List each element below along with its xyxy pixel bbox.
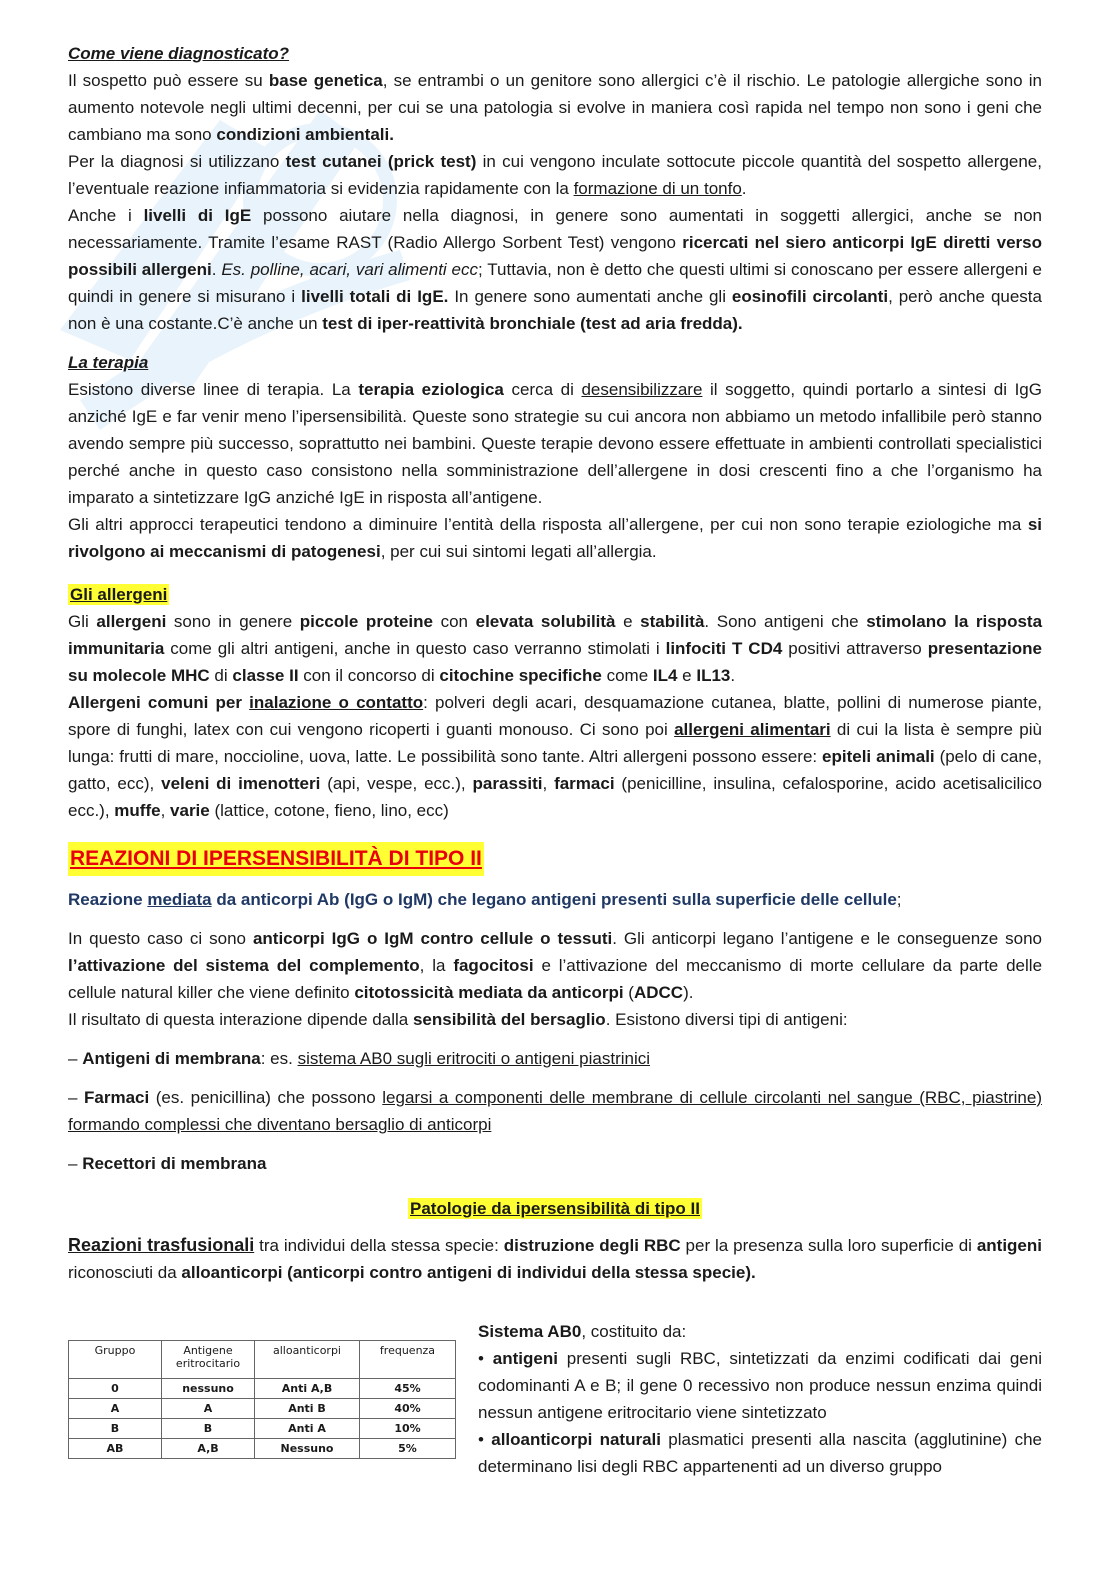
document-page <box>68 40 1042 1286</box>
therapy-paragraph-2: Gli altri approcci terapeutici tendono a diminuire l’entità della risposta all’allergene, per cui non sono terapie eziologiche ma si rivolgono ai meccanismi di patogenesi, per cui sui sintomi legati all’allergia. <box>68 515 1042 561</box>
table-cell: Anti A,B <box>255 1379 360 1399</box>
therapy-heading: La terapia <box>68 353 149 372</box>
table-header-cell: alloanticorpi <box>255 1341 360 1379</box>
table-cell: B <box>162 1419 255 1439</box>
table-cell: A,B <box>162 1439 255 1459</box>
diagnosis-paragraph-3: Anche i livelli di IgE possono aiutare nella diagnosi, in genere sono aumentati in soggetti allergici, anche se non necessariamente. Tramite l’esame RAST (Radio Allergo Sorbent Test) vengono ricercati nel siero anticorpi IgE diretti verso possibili allergeni. Es. polline, acari, vari alimenti ecc; Tuttavia, non è detto che questi ultimi si conoscano per essere allergeni e quindi in genere si misurano i livelli totali di IgE. In genere sono aumentati anche gli eosinofili circolanti, però anche questa non è una costante.C’è anche un test di iper-reattività bronchiale (test ad aria fredda). <box>68 206 1043 333</box>
allergens-paragraph-2: Allergeni comuni per inalazione o contatto: polveri degli acari, desquamazione cutanea, blatte, pollini di numerose piante, spore di funghi, latex con cui vengono ricoperti i guanti monouso. Ci sono poi allergeni alimentari di cui la lista è sempre più lunga: frutti di mare, noccioline, uova, latte. Le possibilità sono tante. Altri allergeni possono essere: epiteli animali (pelo di cane, gatto, ecc), veleni di imenotteri (api, vespe, ecc.), parassiti, farmaci (penicilline, insulina, cefalosporine, acido acetisalicilico ecc.), muffe, varie (lattice, cotone, fieno, lino, ecc) <box>68 693 1043 820</box>
diagnosis-heading: Come viene diagnosticato? <box>68 44 290 63</box>
table-row <box>69 1439 456 1459</box>
ab0-bullet-alloantibodies: • alloanticorpi naturali plasmatici presenti alla nascita (agglutinine) che determinano lisi degli RBC appartenenti ad un diverso gruppo <box>478 1430 1042 1476</box>
table-cell: A <box>162 1399 255 1419</box>
allergens-heading: Gli allergeni <box>70 585 168 604</box>
allergens-paragraph-1: Gli allergeni sono in genere piccole proteine con elevata solubilità e stabilità. Sono antigeni che stimolano la risposta immunitaria come gli altri antigeni, anche in questo caso verranno stimolati i linfociti T CD4 positivi attraverso presentazione su molecole MHC di classe II con il concorso di citochine specifiche come IL4 e IL13. <box>68 612 1043 685</box>
table-cell: 10% <box>360 1419 456 1439</box>
table-header-cell: frequenza <box>360 1341 456 1379</box>
table-cell: 0 <box>69 1379 162 1399</box>
table-cell: Anti A <box>255 1419 360 1439</box>
table-cell: Nessuno <box>255 1439 360 1459</box>
ab0-title: Sistema AB0, costituito da: <box>478 1322 687 1341</box>
diagnosis-paragraph-2: Per la diagnosi si utilizzano test cutanei (prick test) in cui vengono inculate sottocute piccole quantità del sospetto allergene, l’eventuale reazione infiammatoria si evidenzia rapidamente con la formazione di un tonfo. <box>68 152 1042 198</box>
diagnosis-paragraph-1: Il sospetto può essere su base genetica, se entrambi o un genitore sono allergici c’è il rischio. Le patologie allergiche sono in aumento notevole negli ultimi decenni, per cui se una patologia si evolve in maniera così rapida nel tempo non sono i geni che cambiano ma sono condizioni ambientali. <box>68 71 1042 144</box>
table-cell: A <box>69 1399 162 1419</box>
antigen-item-drugs: – Farmaci (es. penicillina) che possono legarsi a componenti delle membrane di cellule circolanti nel sangue (RBC, piastrine) formando complessi che diventano bersaglio di anticorpi <box>68 1088 1042 1134</box>
table-header-cell: Gruppo <box>69 1341 162 1379</box>
pathologies-paragraph: Reazioni trasfusionali tra individui della stessa specie: distruzione degli RBC per la presenza sulla loro superficie di antigeni riconosciuti da alloanticorpi (anticorpi contro antigeni di individui della stessa specie). <box>68 1235 1042 1282</box>
type2-heading: REAZIONI DI IPERSENSIBILITÀ DI TIPO II <box>68 842 484 876</box>
table-cell: Anti B <box>255 1399 360 1419</box>
table-cell: B <box>69 1419 162 1439</box>
type2-paragraph-1: In questo caso ci sono anticorpi IgG o IgM contro cellule o tessuti. Gli anticorpi legano l’antigene e le conseguenze sono l’attivazione del sistema del complemento, la fagocitosi e l’attivazione del meccanismo di morte cellulare da parte delle cellule natural killer che viene definito citotossicità mediata da anticorpi (ADCC). <box>68 929 1043 1002</box>
antigen-item-membrane: – Antigeni di membrana: es. sistema AB0 sugli eritrociti o antigeni piastrinici <box>68 1049 651 1068</box>
therapy-paragraph-1: Esistono diverse linee di terapia. La terapia eziologica cerca di desensibilizzare il soggetto, quindi portarlo a sintesi di IgG anziché IgE e far venir meno l’ipersensibilità. Queste sono strategie su cui ancora non abbiamo un metodo infallibile però stanno avendo sempre più successo, soprattutto nei bambini. Queste terapie devono essere effettuate in ambienti controllati specialistici perché anche in questo caso consistono nella somministrazione dell’allergene in dosi crescenti fino a che l’organismo ha imparato a sintetizzare IgG anziché IgE in risposta all’antigene. <box>68 380 1042 507</box>
ab0-description <box>478 1318 1042 1480</box>
table-header-cell: Antigene eritrocitario <box>162 1341 255 1379</box>
ab0-bullet-antigens: • antigeni presenti sugli RBC, sintetizzati da enzimi codificati dai geni codominanti A e B; il gene 0 recessivo non produce nessun enzima quindi nessun antigene eritrocitario viene sintetizzato <box>478 1349 1042 1422</box>
table-cell: AB <box>69 1439 162 1459</box>
pathologies-heading: Patologie da ipersensibilità di tipo II <box>410 1199 700 1218</box>
table-row <box>69 1419 456 1439</box>
ab0-table <box>68 1340 456 1459</box>
table-row <box>69 1399 456 1419</box>
table-header-row <box>69 1341 456 1379</box>
type2-paragraph-2: Il risultato di questa interazione dipende dalla sensibilità del bersaglio. Esistono diversi tipi di antigeni: <box>68 1010 848 1029</box>
table-cell: 5% <box>360 1439 456 1459</box>
table-cell: 40% <box>360 1399 456 1419</box>
table-cell: nessuno <box>162 1379 255 1399</box>
antigen-item-receptors: – Recettori di membrana <box>68 1154 267 1173</box>
table-cell: 45% <box>360 1379 456 1399</box>
table-row <box>69 1379 456 1399</box>
type2-subtitle: Reazione mediata da anticorpi Ab (IgG o IgM) che legano antigeni presenti sulla superficie delle cellule; <box>68 890 902 909</box>
